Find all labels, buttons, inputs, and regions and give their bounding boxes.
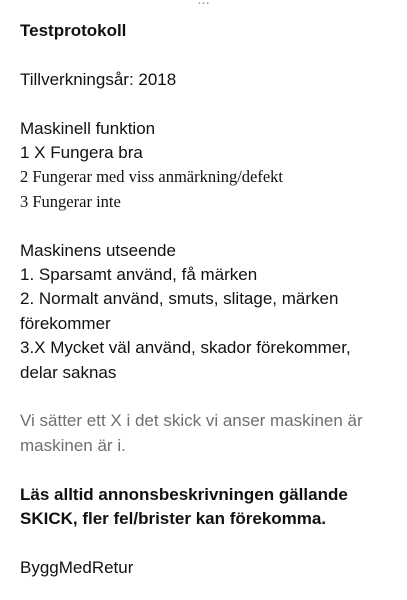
condition-note: Vi sätter ett X i det skick vi anser maskinen är — [20, 411, 363, 431]
warning-text: Läs alltid annonsbeskrivningen gällande — [20, 484, 348, 504]
spacer — [20, 458, 400, 482]
function-item-1: 1 X Fungera bra — [20, 143, 143, 162]
function-item-2: 2 Fungerar med viss anmärkning/defekt — [20, 167, 284, 187]
condition-note-cont: maskinen är i. — [20, 435, 126, 455]
manufacture-year: Tillverkningsår: 2018 — [20, 69, 177, 89]
appearance-item-1: 1. Sparsamt använd, få märken — [20, 265, 258, 285]
warning-text-cont: SKICK, fler fel/brister kan förekomma. — [20, 509, 327, 529]
appearance-item-3-cont: delar saknas — [20, 362, 117, 382]
spacer — [20, 92, 400, 116]
signature: ByggMedRetur — [20, 557, 134, 577]
function-item-3: 3 Fungerar inte — [20, 191, 121, 211]
protocol-title: Testprotokoll — [20, 21, 127, 40]
spacer — [20, 531, 400, 555]
function-heading: Maskinell funktion — [20, 118, 156, 138]
spacer — [20, 385, 400, 409]
appearance-item-2-cont: förekommer — [20, 313, 111, 333]
cut-off-header-text — [0, 0, 407, 8]
appearance-item-2: 2. Normalt använd, smuts, slitage, märken — [20, 289, 339, 309]
spacer — [20, 43, 400, 67]
appearance-item-3: 3.X Mycket väl använd, skador förekommer, — [20, 338, 351, 358]
spacer — [20, 214, 400, 238]
protocol-text-block — [20, 19, 400, 580]
appearance-heading: Maskinens utseende — [20, 240, 176, 260]
